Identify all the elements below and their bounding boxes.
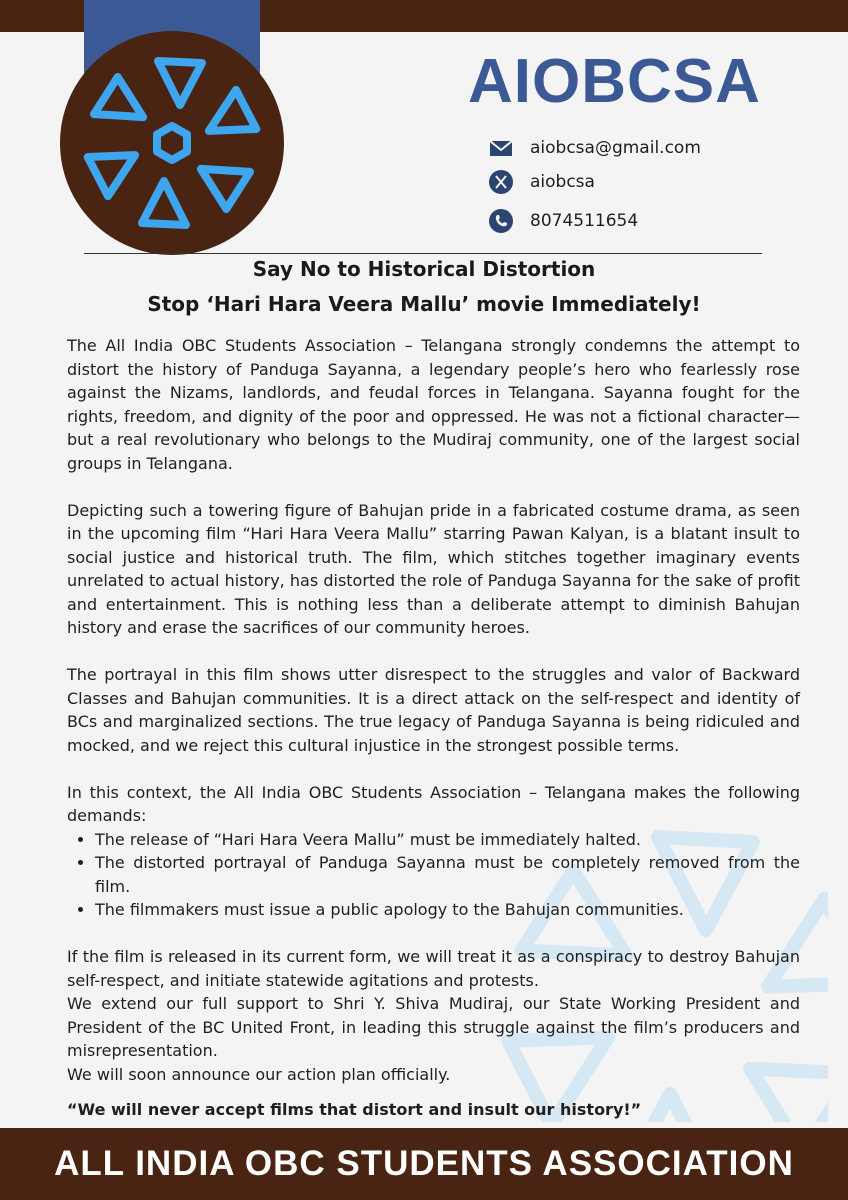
title-line-2: Stop ‘Hari Hara Veera Mallu’ movie Immediately!: [147, 292, 701, 316]
title-line-1: Say No to Historical Distortion: [252, 257, 596, 281]
mail-icon: [488, 135, 514, 161]
email-text: aiobcsa@gmail.com: [530, 138, 701, 158]
paragraph-1: The All India OBC Students Association – Telangana strongly condemns the attempt to distort the history of Panduga Sayanna, a legendary people’s hero who fearlessly rose against the Nizams, landlords, and feudal forces in Telangana. Sayanna fought for the rights, freedom, and dignity of the poor and oppressed. He was not a fictional character—but a real revolutionary who belongs to the Mudiraj community, one of the largest social groups in Telangana.: [67, 336, 800, 473]
statement-body: [67, 334, 800, 1122]
x-handle-text: aiobcsa: [530, 172, 595, 192]
closing-quote: “We will never accept films that distort and insult our history!”: [67, 1100, 642, 1119]
paragraph-4: In this context, the All India OBC Students Association – Telangana makes the following demands:: [67, 782, 800, 825]
x-twitter-icon: [488, 169, 514, 195]
paragraph-7: We will soon announce our action plan officially.: [67, 1064, 451, 1084]
paragraph-2: Depicting such a towering figure of Bahujan pride in a fabricated costume drama, as seen in the upcoming film “Hari Hara Veera Mallu” starring Pawan Kalyan, is a blatant insult to social justice and historical truth. The film, which stitches together imaginary events unrelated to actual history, has distorted the role of Panduga Sayanna for the sake of profit and entertainment. This is nothing less than a deliberate attempt to diminish Bahujan history and erase the sacrifices of our community heroes.: [67, 500, 800, 637]
phone-icon: [488, 208, 514, 234]
header-divider: [84, 253, 762, 254]
paragraph-3: The portrayal in this film shows utter disrespect to the struggles and valor of Backward Classes and Bahujan communities. It is a direct attack on the self-respect and identity of BCs and marginalized sections. The true legacy of Panduga Sayanna is being ridiculed and mocked, and we reject this cultural injustice in the strongest possible terms.: [67, 665, 800, 755]
contact-x[interactable]: [488, 167, 595, 197]
demands-list: [67, 828, 800, 922]
paragraph-6: We extend our full support to Shri Y. Shiva Mudiraj, our State Working President and President of the BC United Front, in leading this struggle against the film’s producers and misrepresentation.: [67, 994, 800, 1060]
contact-phone[interactable]: [488, 206, 638, 236]
org-short-name: AIOBCSA: [468, 47, 761, 116]
footer-bar: [0, 1128, 848, 1200]
phone-text: 8074511654: [530, 211, 639, 231]
list-item: • The distorted portrayal of Panduga Sayanna must be completely removed from the film.: [95, 851, 800, 898]
contact-email[interactable]: [488, 133, 701, 163]
list-item: • The filmmakers must issue a public apology to the Bahujan communities.: [95, 898, 800, 922]
aperture-logo-icon: [60, 31, 284, 255]
list-item: • The release of “Hari Hara Veera Mallu” must be immediately halted.: [95, 828, 800, 852]
logo: [60, 31, 284, 255]
org-full-name: ALL INDIA OBC STUDENTS ASSOCIATION: [54, 1144, 794, 1183]
paragraph-5: If the film is released in its current form, we will treat it as a conspiracy to destroy Bahujan self-respect, and initiate statewide agitations and protests.: [67, 947, 800, 990]
